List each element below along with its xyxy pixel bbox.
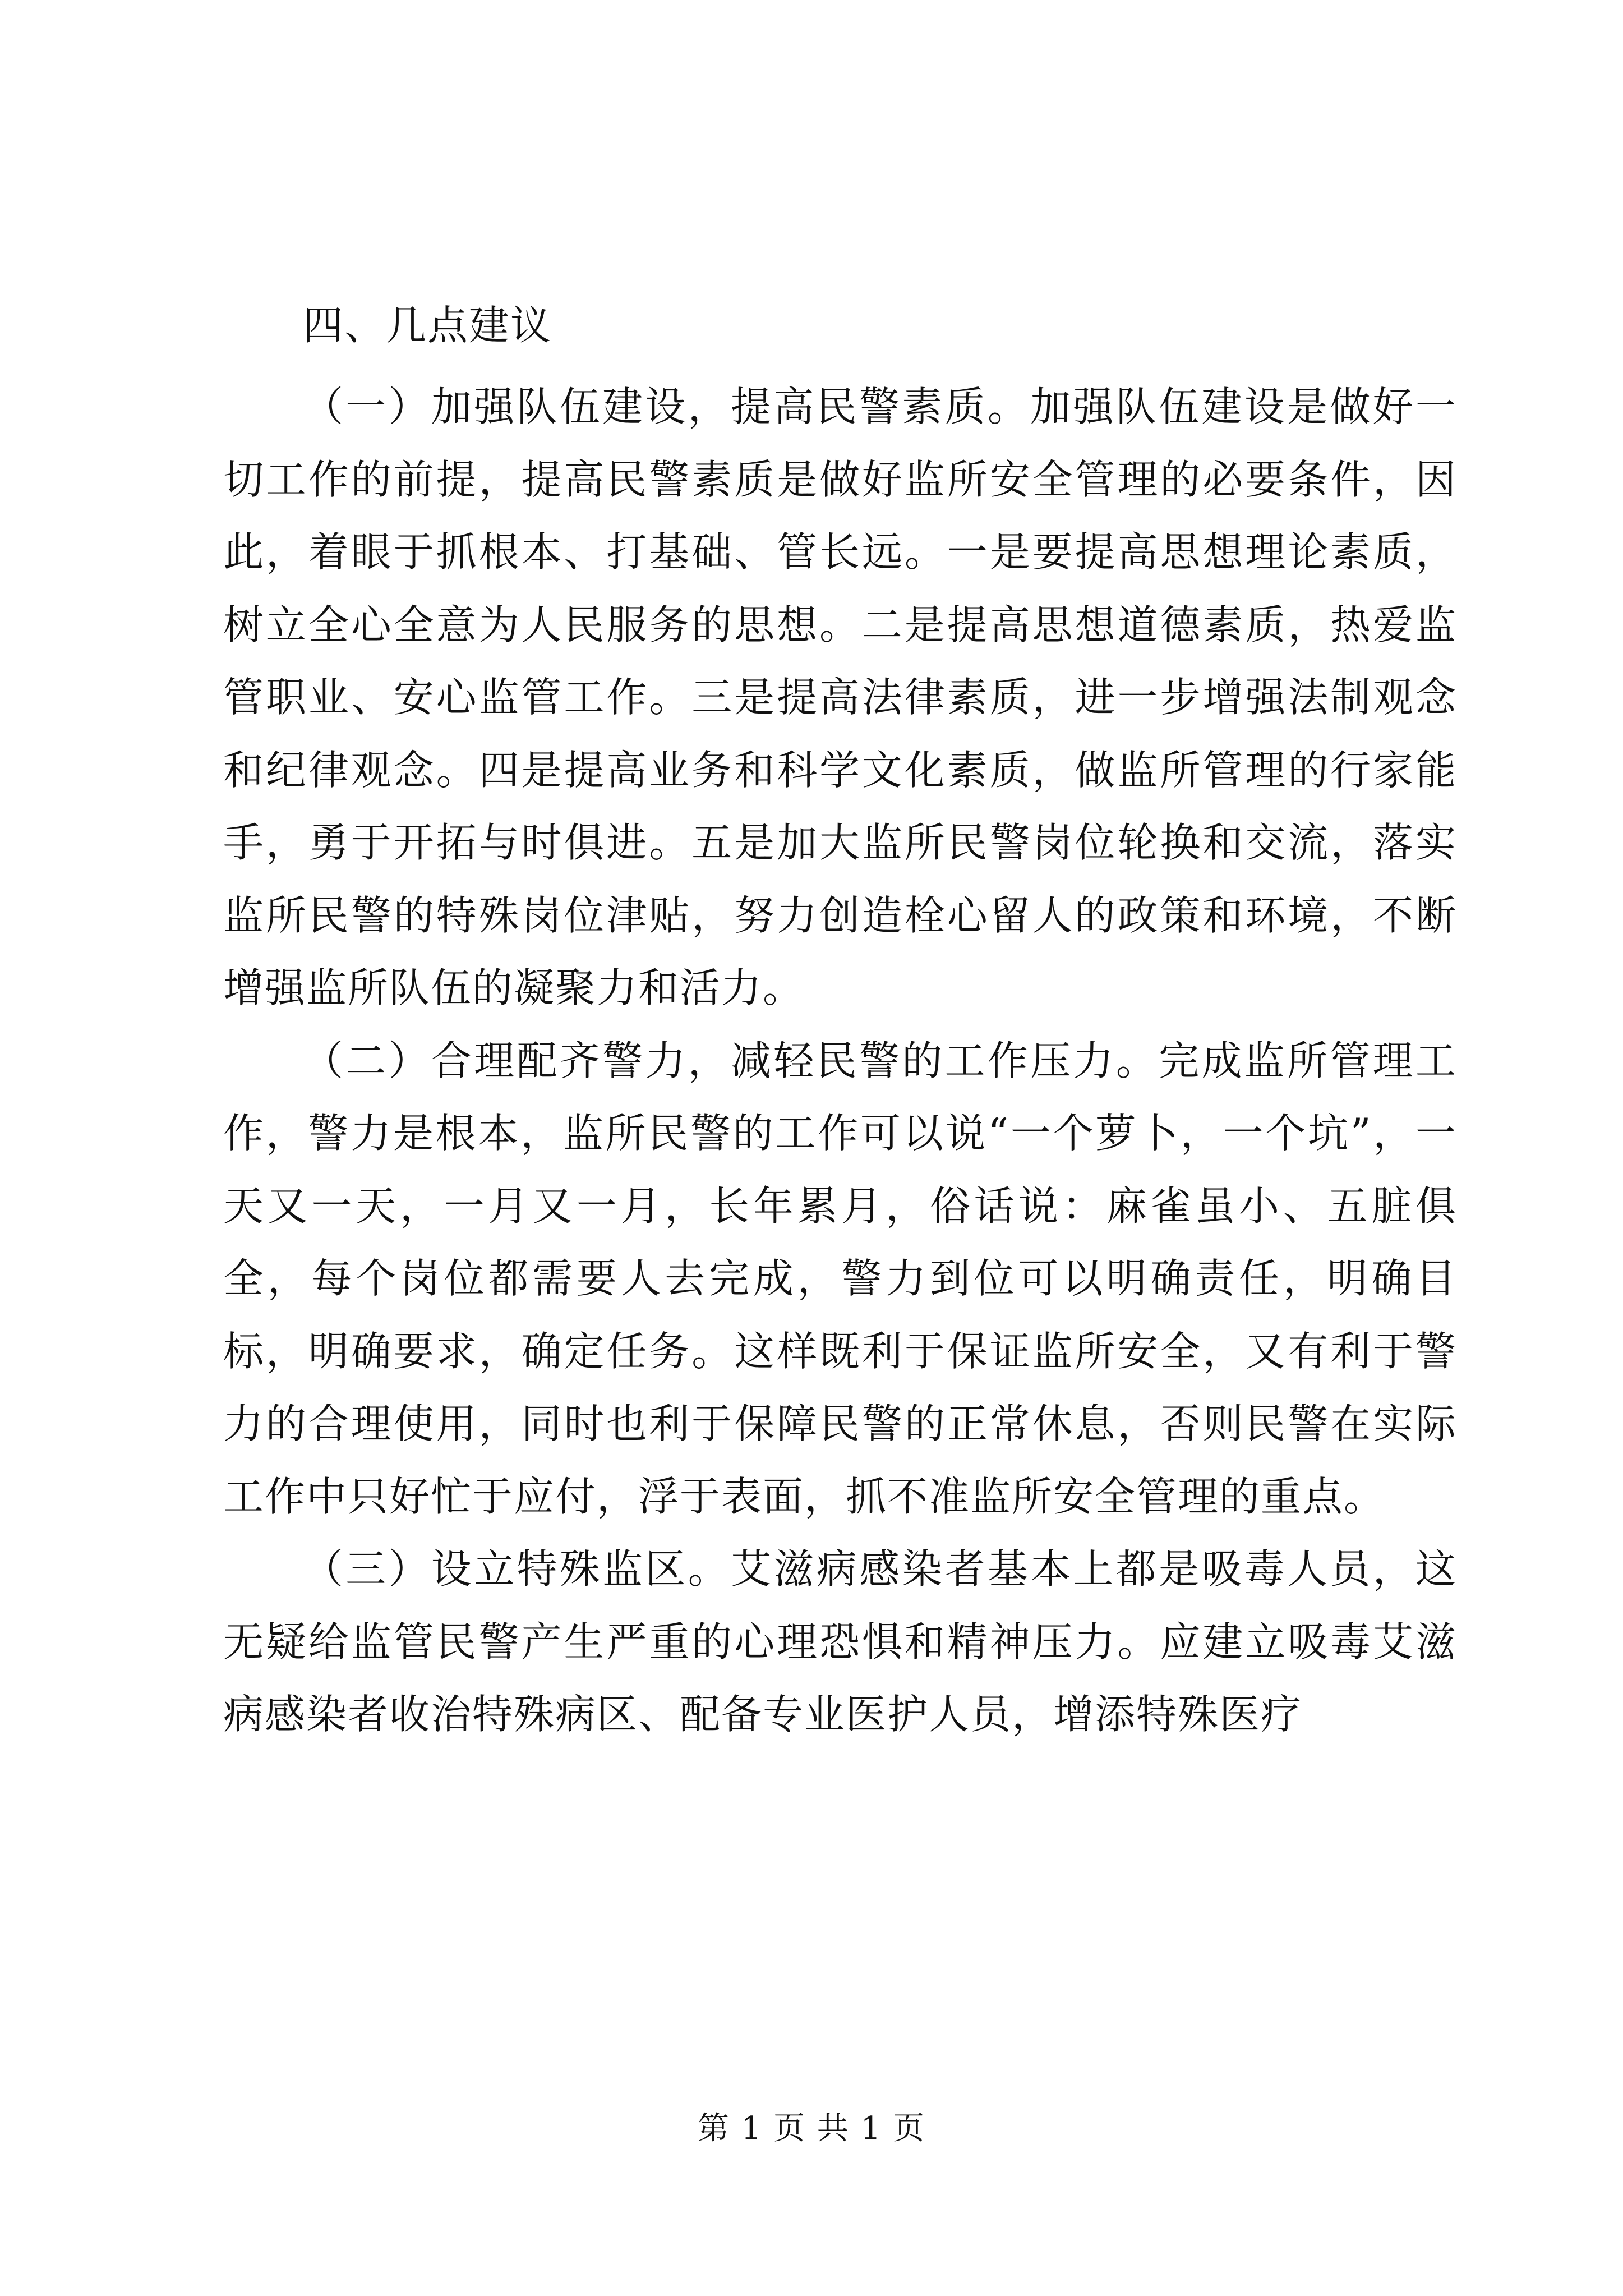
section-heading: 四、几点建议 — [303, 302, 552, 349]
paragraph-team-building: （一）加强队伍建设，提高民警素质。加强队伍建设是做好一切工作的前提，提高民警素质是做好监所安全管理的必要条件，因此，着眼于抓根本、打基础、管长远。一是要提高思想理论素质，树立全心全意为人民服务的思想。二是提高思想道德素质，热爱监管职业、安心监管工作。三是提高法律素质，进一步增强法制观念和纪律观念。四是提高业务和科学文化素质，做监所管理的行家能手，勇于开拓与时俱进。五是加大监所民警岗位轮换和交流，落实监所民警的特殊岗位津贴，努力创造栓心留人的政策和环境，不断增强监所队伍的凝聚力和活力。 — [223, 383, 1457, 1011]
paragraph-special-ward: （三）设立特殊监区。艾滋病感染者基本上都是吸毒人员，这无疑给监管民警产生严重的心理恐惧和精神压力。应建立吸毒艾滋病感染者收治特殊病区、配备专业医护人员，增添特殊医疗 — [223, 1545, 1457, 1738]
page-footer: 第 1 页 共 1 页 — [697, 2110, 926, 2147]
paragraph-police-staffing: （二）合理配齐警力，减轻民警的工作压力。完成监所管理工作，警力是根本，监所民警的工作可以说“一个萝卜，一个坑”，一天又一天，一月又一月，长年累月，俗话说：麻雀虽小、五脏俱全，每个岗位都需要人去完成，警力到位可以明确责任，明确目标，明确要求，确定任务。这样既利于保证监所安全，又有利于警力的合理使用，同时也利于保障民警的正常休息，否则民警在实际工作中只好忙于应付，浮于表面，抓不准监所安全管理的重点。 — [223, 1037, 1457, 1520]
document-body — [223, 296, 1457, 1751]
